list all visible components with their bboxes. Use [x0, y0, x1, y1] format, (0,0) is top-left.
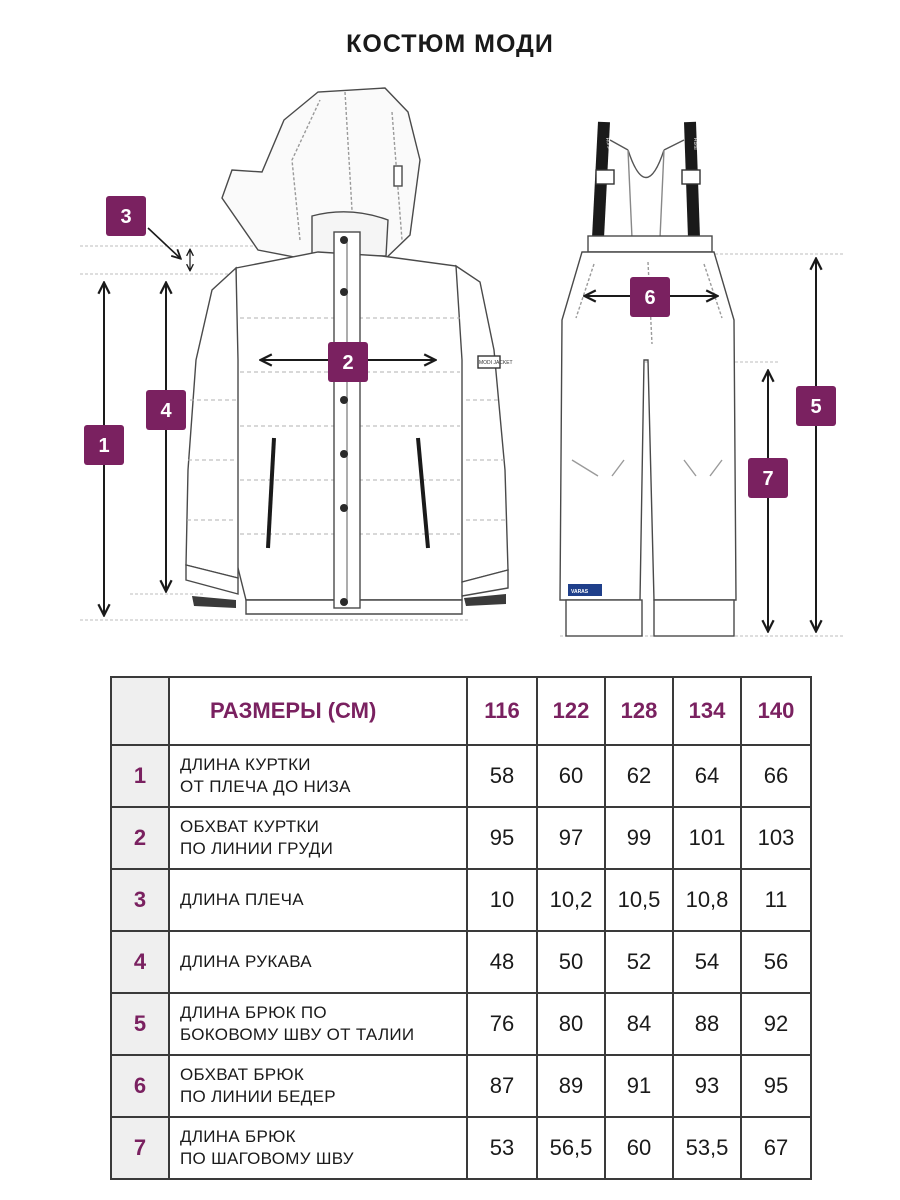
- row-label: ДЛИНА ПЛЕЧА: [169, 869, 467, 931]
- size-header: 128: [605, 677, 673, 745]
- row-label: ОБХВАТ БРЮК ПО ЛИНИИ БЕДЕР: [169, 1055, 467, 1117]
- badge-5-label: 5: [810, 396, 822, 418]
- badge-2: [328, 342, 368, 382]
- table-row: [111, 931, 811, 993]
- badge-6: [630, 277, 670, 317]
- page-title: КОСТЮМ МОДИ: [346, 30, 554, 58]
- size-table: [110, 676, 812, 1180]
- row-label: ДЛИНА БРЮК ПО БОКОВОМУ ШВУ ОТ ТАЛИИ: [169, 993, 467, 1055]
- badge-7-label: 7: [762, 468, 774, 490]
- table-row: [111, 869, 811, 931]
- cell-value: 67: [741, 1117, 811, 1179]
- table-header-row: [111, 677, 811, 745]
- cell-value: 10,8: [673, 869, 741, 931]
- pointer-3: [148, 228, 180, 258]
- jacket-tag: MODI JACKET: [479, 360, 513, 366]
- cell-value: 10,2: [537, 869, 605, 931]
- cell-value: 95: [741, 1055, 811, 1117]
- cell-value: 91: [605, 1055, 673, 1117]
- cell-value: 92: [741, 993, 811, 1055]
- row-index: 5: [111, 993, 169, 1055]
- table-row: [111, 993, 811, 1055]
- cell-value: 56,5: [537, 1117, 605, 1179]
- cell-value: 10: [467, 869, 537, 931]
- cell-value: 66: [741, 745, 811, 807]
- cell-value: 10,5: [605, 869, 673, 931]
- header-label: РАЗМЕРЫ (СМ): [169, 677, 467, 745]
- cell-value: 60: [605, 1117, 673, 1179]
- row-index: 3: [111, 869, 169, 931]
- cell-value: 62: [605, 745, 673, 807]
- badge-2-label: 2: [342, 352, 354, 374]
- header-index-cell: [111, 677, 169, 745]
- badge-3-label: 3: [120, 206, 132, 228]
- row-label: ДЛИНА РУКАВА: [169, 931, 467, 993]
- cell-value: 58: [467, 745, 537, 807]
- table-row: [111, 745, 811, 807]
- table-row: [111, 807, 811, 869]
- suspender-text-right: Rorsi: [692, 138, 698, 150]
- cell-value: 97: [537, 807, 605, 869]
- table-row: [111, 1117, 811, 1179]
- row-index: 1: [111, 745, 169, 807]
- cell-value: 99: [605, 807, 673, 869]
- cell-value: 64: [673, 745, 741, 807]
- cell-value: 95: [467, 807, 537, 869]
- row-label: ДЛИНА БРЮК ПО ШАГОВОМУ ШВУ: [169, 1117, 467, 1179]
- badge-5: [796, 386, 836, 426]
- cell-value: 54: [673, 931, 741, 993]
- row-index: 7: [111, 1117, 169, 1179]
- badge-1: [84, 425, 124, 465]
- row-index: 2: [111, 807, 169, 869]
- pants-tag: VARAS: [571, 589, 589, 595]
- badge-4: [146, 390, 186, 430]
- row-index: 6: [111, 1055, 169, 1117]
- cell-value: 88: [673, 993, 741, 1055]
- cell-value: 52: [605, 931, 673, 993]
- cell-value: 60: [537, 745, 605, 807]
- cell-value: 93: [673, 1055, 741, 1117]
- pants-drawing: [560, 122, 736, 636]
- cell-value: 53: [467, 1117, 537, 1179]
- cell-value: 84: [605, 993, 673, 1055]
- cell-value: 50: [537, 931, 605, 993]
- row-label: ДЛИНА КУРТКИ ОТ ПЛЕЧА ДО НИЗА: [169, 745, 467, 807]
- cell-value: 103: [741, 807, 811, 869]
- badge-4-label: 4: [160, 400, 172, 422]
- cell-value: 101: [673, 807, 741, 869]
- badge-3: [106, 196, 146, 236]
- cell-value: 48: [467, 931, 537, 993]
- table-row: [111, 1055, 811, 1117]
- cell-value: 76: [467, 993, 537, 1055]
- cell-value: 56: [741, 931, 811, 993]
- suspender-text-left: Rorsi: [604, 137, 612, 150]
- badge-6-label: 6: [644, 287, 656, 309]
- cell-value: 53,5: [673, 1117, 741, 1179]
- badge-7: [748, 458, 788, 498]
- row-index: 4: [111, 931, 169, 993]
- cell-value: 87: [467, 1055, 537, 1117]
- cell-value: 80: [537, 993, 605, 1055]
- size-header: 122: [537, 677, 605, 745]
- row-label: ОБХВАТ КУРТКИ ПО ЛИНИИ ГРУДИ: [169, 807, 467, 869]
- badge-1-label: 1: [98, 435, 110, 457]
- cell-value: 11: [741, 869, 811, 931]
- cell-value: 89: [537, 1055, 605, 1117]
- size-header: 116: [467, 677, 537, 745]
- size-header: 140: [741, 677, 811, 745]
- size-header: 134: [673, 677, 741, 745]
